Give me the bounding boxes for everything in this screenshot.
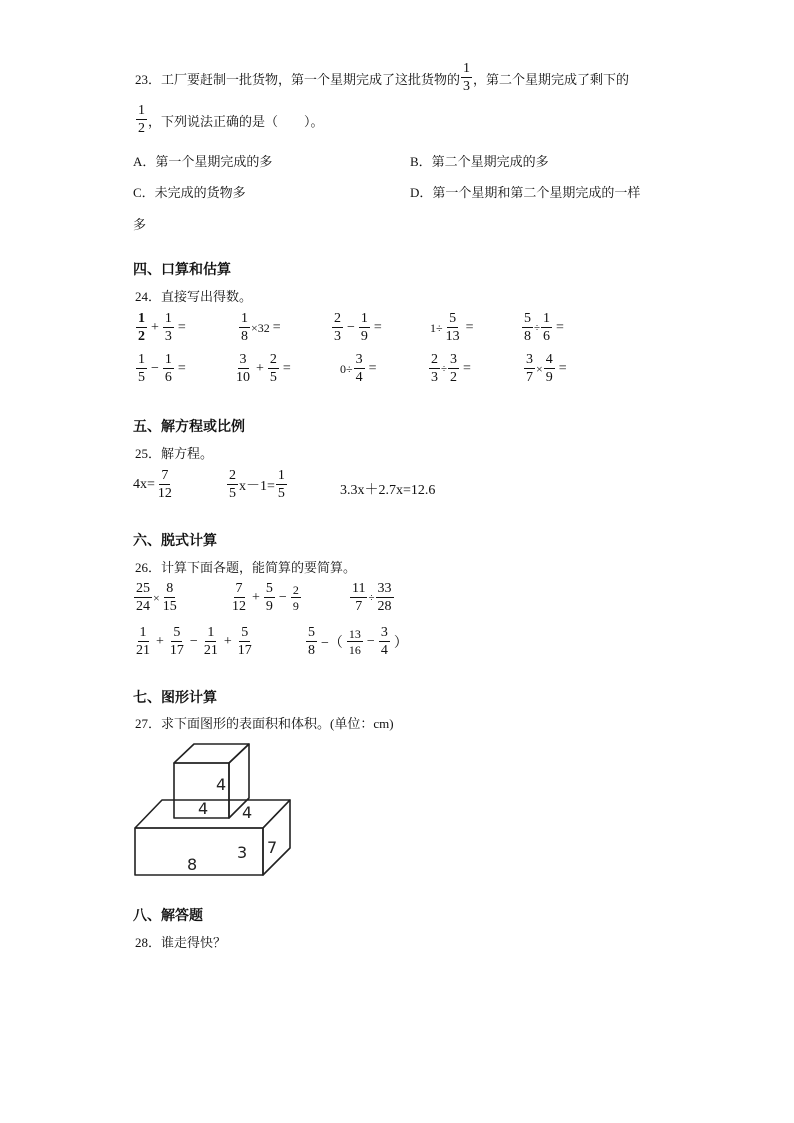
- q25-equation-2: $\frac{2}{5}$ x－1= $\frac{1}{5}$: [229, 468, 285, 501]
- q24-item-8: 0÷ $\frac{3}{4}$ =: [340, 352, 377, 385]
- q23-lead: 23．工厂要赶制一批货物，第一个星期完成了这批货物的: [135, 71, 461, 87]
- q26-expression-3: $\frac{11}{7}$ ÷ $\frac{33}{28}$: [352, 581, 392, 614]
- label-base-length: 8: [187, 855, 198, 874]
- q24-item-7: $\frac{3}{10}$ + $\frac{2}{5}$ =: [236, 352, 291, 385]
- q23-line1: [135, 62, 629, 94]
- section6-title: 六、脱式计算: [133, 533, 217, 549]
- q23-option-c[interactable]: C．未完成的货物多: [133, 185, 246, 200]
- q25-equation-3: 3.3x＋2.7x=12.6: [340, 483, 436, 498]
- q24-item-2: $\frac{1}{8}$ ×32 =: [241, 311, 281, 344]
- q24-item-5: $\frac{5}{8}$ ÷ $\frac{1}{6}$ =: [524, 311, 564, 344]
- section8-title: 八、解答题: [133, 908, 203, 924]
- stacked-cuboids-figure: [130, 740, 300, 880]
- q24-item-9: $\frac{2}{3}$ ÷ $\frac{3}{2}$ =: [431, 352, 471, 385]
- q26-expression-2: $\frac{7}{12}$ + $\frac{5}{9}$ − $\frac{2}{9}$: [232, 581, 299, 614]
- label-top-height: 4: [216, 775, 227, 794]
- q25-prompt: 25．解方程。: [135, 446, 214, 461]
- q26-prompt: 26．计算下面各题，能简算的要简算。: [135, 560, 357, 575]
- q24-item-3: $\frac{2}{3}$ − $\frac{1}{9}$ =: [334, 311, 382, 344]
- q23-option-d-wrap: 多: [133, 217, 147, 232]
- q27-prompt: 27．求下面图形的表面积和体积。(单位：cm): [135, 716, 394, 731]
- q23-option-a[interactable]: A．第一个星期完成的多: [133, 154, 273, 169]
- q24-prompt: 24．直接写出得数。: [135, 289, 253, 304]
- section5-title: 五、解方程或比例: [133, 419, 245, 435]
- q24-item-6: $\frac{1}{5}$ − $\frac{1}{6}$ =: [138, 352, 186, 385]
- label-base-height: 3: [237, 843, 248, 862]
- q25-equation-1: 4x= $\frac{7}{12}$: [133, 468, 172, 501]
- q26-expression-5: $\frac{5}{8}$ −（ $\frac{13}{16}$ − $\frac{3}{4}$ ）: [308, 625, 408, 658]
- q23-option-b[interactable]: B．第二个星期完成的多: [410, 154, 549, 169]
- label-top-width: 4: [198, 799, 209, 818]
- q23-fraction-2: $\frac{1}{2}$: [138, 103, 145, 136]
- section4-title: 四、口算和估算: [133, 262, 231, 278]
- q26-expression-1: $\frac{25}{24}$ × $\frac{8}{15}$: [136, 581, 177, 614]
- q23-tail: ，下列说法正确的是（ ）。: [148, 113, 324, 129]
- label-base-width: 7: [267, 838, 278, 857]
- q28-prompt: 28．谁走得快？: [135, 935, 227, 950]
- q23-option-d[interactable]: D．第一个星期和第二个星期完成的一样: [410, 185, 641, 200]
- q23-fraction-1: $\frac{1}{3}$: [463, 61, 471, 94]
- q23-mid: ，第二个星期完成了剩下的: [473, 71, 630, 87]
- q24-item-10: $\frac{3}{7}$ × $\frac{4}{9}$ =: [526, 352, 567, 385]
- section7-title: 七、图形计算: [133, 690, 217, 706]
- label-top-depth: 4: [242, 803, 253, 822]
- q24-item-4: 1÷ $\frac{5}{13}$ =: [430, 311, 474, 344]
- q26-expression-4: $\frac{1}{21}$ + $\frac{5}{17}$ − $\frac{1}{21}$ + $\frac{5}{17}$: [136, 625, 252, 658]
- q24-item-1: $\frac{1}{2}$ + $\frac{1}{3}$ =: [138, 311, 186, 344]
- q23-line2: [135, 104, 324, 136]
